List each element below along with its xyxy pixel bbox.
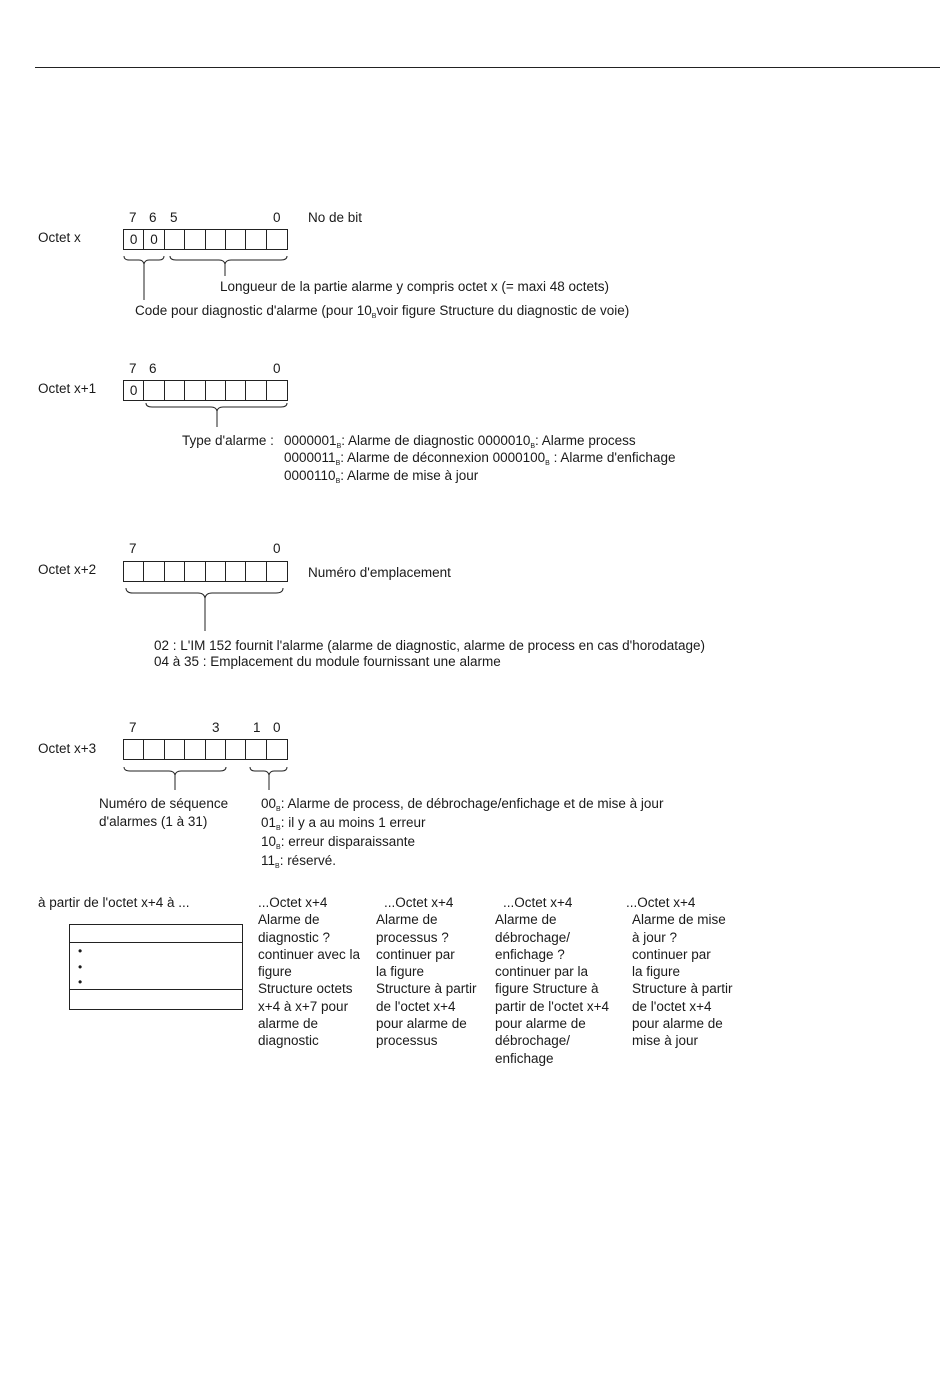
bit-cell — [144, 381, 164, 400]
bit-cell — [267, 562, 287, 581]
column-removal-insertion — [495, 894, 609, 1067]
column-line: pour alarme de — [495, 1016, 586, 1032]
bit-cell — [226, 562, 246, 581]
brace — [126, 588, 283, 598]
bit-cell: 0 — [124, 381, 144, 400]
column-line: figure — [258, 964, 292, 980]
brace — [250, 767, 287, 775]
bit-cell — [165, 562, 185, 581]
bit-cell — [206, 562, 226, 581]
column-line: Alarme de mise — [632, 912, 726, 928]
bit-number: 1 — [253, 720, 261, 735]
bit-cell: 0 — [144, 230, 164, 249]
bit-cell — [206, 381, 226, 400]
column-line: continuer avec la — [258, 946, 361, 962]
octet-x3-label: Octet x+3 — [38, 741, 97, 756]
column-process — [376, 894, 477, 1050]
column-diagnostic — [258, 894, 360, 1050]
octet-x1-register — [123, 380, 288, 401]
column-head: ...Octet x+4 — [626, 895, 696, 910]
bit-cell — [206, 230, 226, 249]
alarm-type-line: $0000011_B$: Alarme de déconnexion $0000100_B$ : Alarme d'enfichage — [284, 450, 676, 467]
table-row — [70, 925, 242, 943]
bit-cell — [165, 230, 185, 249]
bit-cell — [144, 562, 164, 581]
octet-x-label: Octet x — [38, 230, 81, 245]
column-line: figure Structure à — [495, 981, 599, 997]
column-head: ...Octet x+4 — [503, 895, 573, 910]
bit-number: 3 — [212, 720, 220, 735]
status-code-line: $11_B$: réservé. — [261, 853, 336, 870]
column-line: débrochage/ — [495, 929, 571, 945]
code-description: Code pour diagnostic d'alarme (pour $10_Bvoir$ figure Structure du diagnostic de voie) — [135, 303, 630, 320]
column-line: processus — [376, 1033, 438, 1049]
column-line: partir de l'octet x+4 — [495, 998, 610, 1014]
octet-x2-register — [123, 561, 288, 582]
bit-number: 7 — [129, 541, 137, 556]
column-line: x+4 à x+7 pour — [258, 998, 349, 1014]
bit-cell — [267, 230, 287, 249]
bit-cell — [124, 562, 144, 581]
bit-cell — [246, 562, 266, 581]
bit-cell — [185, 562, 205, 581]
column-line: de l'octet x+4 — [632, 998, 712, 1014]
bit-number: 0 — [273, 720, 281, 735]
column-line: Structure octets — [258, 981, 353, 997]
column-line: pour alarme de — [376, 1016, 467, 1032]
column-line: Structure à partir — [376, 981, 477, 997]
bit-number: 7 — [129, 210, 137, 225]
column-line: alarme de — [258, 1016, 319, 1032]
column-line: continuer par — [632, 946, 711, 962]
brace — [146, 403, 287, 411]
column-line: enfichage ? — [495, 946, 565, 962]
alarm-type-line: $0000110_B$: Alarme de mise à jour — [284, 468, 479, 485]
bit-number: 5 — [170, 210, 178, 225]
bit-cell — [267, 740, 287, 759]
octet-x-register — [123, 229, 288, 250]
brace — [124, 767, 226, 775]
header-rule — [35, 67, 940, 68]
bullet: • — [78, 960, 83, 974]
bit-number: 7 — [129, 361, 137, 376]
octet-x3-register — [123, 739, 288, 760]
bit-cell — [226, 740, 246, 759]
column-line: à jour ? — [632, 929, 678, 945]
bit-cell — [185, 230, 205, 249]
column-line: Structure à partir — [632, 981, 733, 997]
column-line: de l'octet x+4 — [376, 998, 456, 1014]
sequence-number-label: d'alarmes (1 à 31) — [99, 814, 208, 829]
column-line: pour alarme de — [632, 1016, 723, 1032]
column-line: Alarme de — [258, 912, 320, 928]
bit-cell — [165, 740, 185, 759]
brace — [170, 256, 287, 264]
column-line: Alarme de — [495, 912, 557, 928]
from-octet-label: à partir de l'octet x+4 à ... — [38, 895, 190, 910]
column-line: la figure — [376, 964, 425, 980]
slot-description: 04 à 35 : Emplacement du module fournissant une alarme — [154, 654, 501, 669]
bit-cell — [267, 381, 287, 400]
continuation-table — [69, 924, 243, 1010]
bit-cell — [206, 740, 226, 759]
column-line: Alarme de — [376, 912, 438, 928]
bit-cell — [165, 381, 185, 400]
table-row — [70, 990, 242, 1009]
column-update — [626, 894, 733, 1050]
brace — [124, 256, 164, 264]
status-code-line: $00_B$: Alarme de process, de débrochage/enfichage et de mise à jour — [261, 796, 664, 813]
bit-number: 7 — [129, 720, 137, 735]
column-line: mise à jour — [632, 1033, 699, 1049]
column-head: ...Octet x+4 — [384, 895, 454, 910]
column-head: ...Octet x+4 — [258, 895, 328, 910]
bit-cell — [226, 381, 246, 400]
column-line: la figure — [632, 964, 681, 980]
status-code-line: $10_B$: erreur disparaissante — [261, 834, 416, 851]
bit-cell — [124, 740, 144, 759]
bit-cell — [246, 230, 266, 249]
column-line: continuer par — [376, 946, 455, 962]
octet-x2-label: Octet x+2 — [38, 562, 97, 577]
column-line: continuer par la — [495, 964, 589, 980]
octet-x1-label: Octet x+1 — [38, 381, 97, 396]
bit-cell — [246, 381, 266, 400]
slot-number-caption: Numéro d'emplacement — [308, 565, 451, 580]
bit-number: 0 — [273, 541, 281, 556]
alarm-type-line: $0000001_B$: Alarme de diagnostic $0000010_B$: Alarme process — [284, 433, 636, 450]
column-line: enfichage — [495, 1050, 554, 1066]
bit-cell — [246, 740, 266, 759]
bullet: • — [78, 944, 83, 958]
column-line: processus ? — [376, 929, 449, 945]
bit-cell — [144, 740, 164, 759]
column-line: débrochage/ — [495, 1033, 571, 1049]
bit-number-caption: No de bit — [308, 210, 363, 225]
sequence-number-label: Numéro de séquence — [99, 796, 229, 811]
bit-cell — [185, 381, 205, 400]
bit-cell: 0 — [124, 230, 144, 249]
bit-number: 0 — [273, 210, 281, 225]
bullet: • — [78, 975, 83, 989]
bit-number: 6 — [149, 210, 157, 225]
bit-cell — [226, 230, 246, 249]
status-code-line: $01_B$: il y a au moins 1 erreur — [261, 815, 426, 832]
bit-number: 6 — [149, 361, 157, 376]
table-row — [70, 943, 242, 990]
column-line: diagnostic ? — [258, 929, 331, 945]
alarm-type-label: Type d'alarme : — [182, 433, 274, 448]
bit-cell — [185, 740, 205, 759]
slot-description: 02 : L'IM 152 fournit l'alarme (alarme de diagnostic, alarme de process en cas d'horodatage) — [154, 638, 706, 653]
column-line: diagnostic — [258, 1033, 319, 1049]
length-description: Longueur de la partie alarme y compris octet x (= maxi 48 octets) — [220, 279, 610, 294]
bit-number: 0 — [273, 361, 281, 376]
